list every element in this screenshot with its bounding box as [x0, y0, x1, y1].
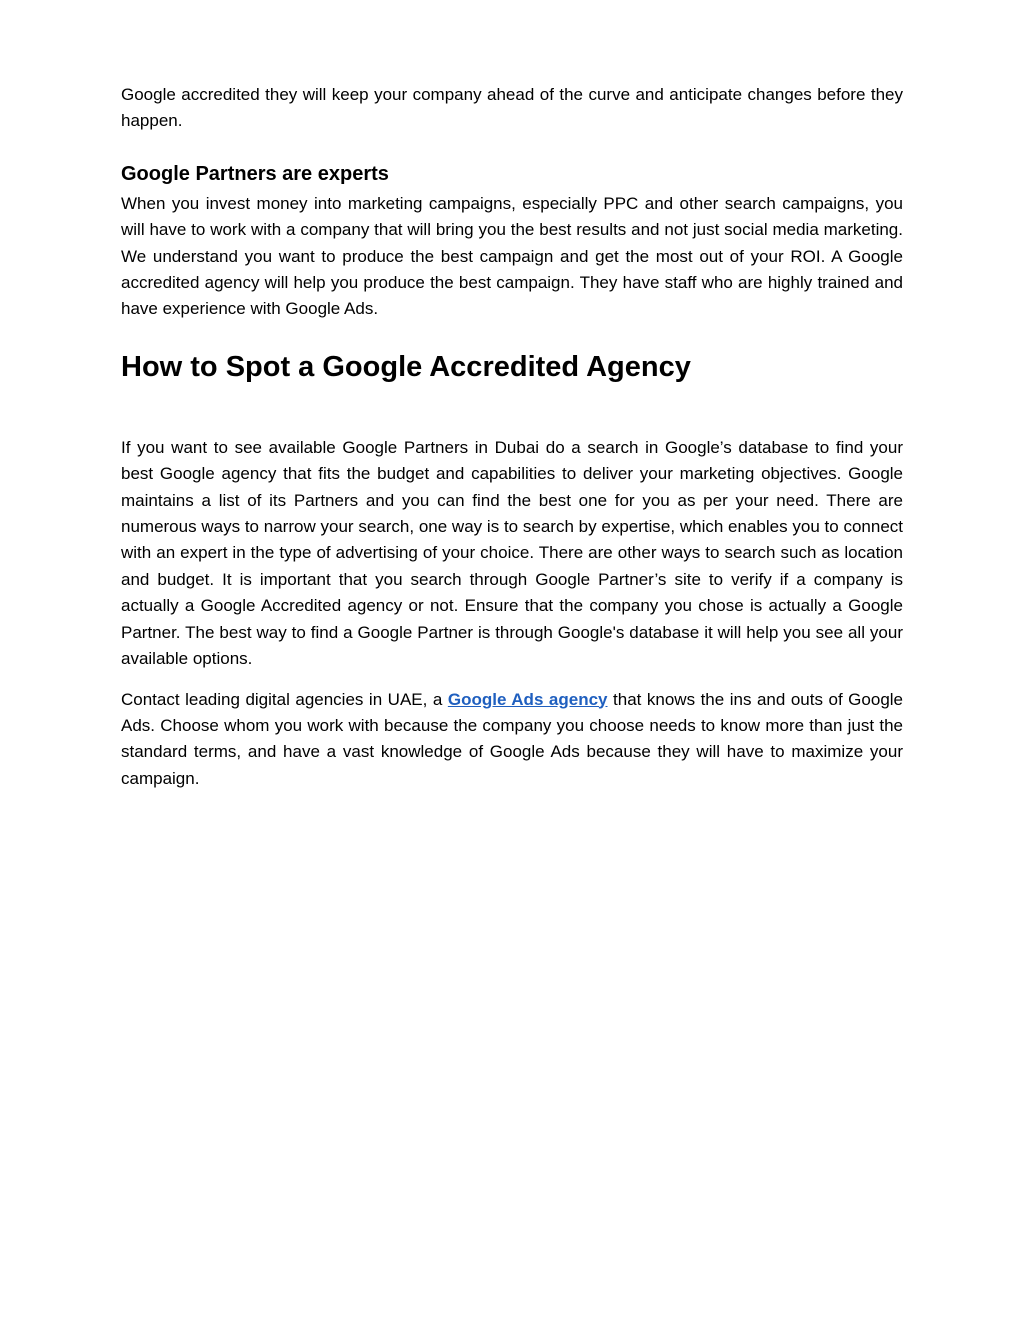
google-ads-agency-link[interactable]: Google Ads agency [447, 689, 608, 709]
contact-paragraph [121, 687, 903, 793]
contact-text-after-link: that knows the ins and outs of Google Ads. Choose whom you work with because the company you choose needs to know more than just the standard terms, and have a vast knowledge of Google Ads because they will have to maximize your campaign. [121, 689, 903, 788]
contact-text-before-link: Contact leading digital agencies in UAE, a [121, 689, 448, 709]
section-heading: How to Spot a Google Accredited Agency [121, 350, 691, 383]
experts-paragraph: When you invest money into marketing campaigns, especially PPC and other search campaigns, you will have to work with a company that will bring you the best results and not just social media marketing. We understand you want to produce the best campaign and get the most out of your ROI. A Google accredited agency will help you produce the best campaign. They have staff who are highly trained and have experience with Google Ads. [121, 193, 903, 319]
intro-paragraph: Google accredited they will keep your company ahead of the curve and anticipate changes before they happen. [121, 85, 903, 131]
document-page [121, 82, 903, 792]
spot-paragraph: If you want to see available Google Partners in Dubai do a search in Google’s database to find your best Google agency that fits the budget and capabilities to deliver your marketing objectives. Google maintains a list of its Partners and you can find the best one for you as per your need. There are numerous ways to narrow your search, one way is to search by expertise, which enables you to connect with an expert in the type of advertising of your choice. There are other ways to search such as location and budget. It is important that you search through Google Partner’s site to verify if a company is actually a Google Accredited agency or not. Ensure that the company you chose is actually a Google Partner. The best way to find a Google Partner is through Google's database it will help you see all your available options. [121, 437, 903, 669]
experts-heading: Google Partners are experts [121, 162, 389, 185]
